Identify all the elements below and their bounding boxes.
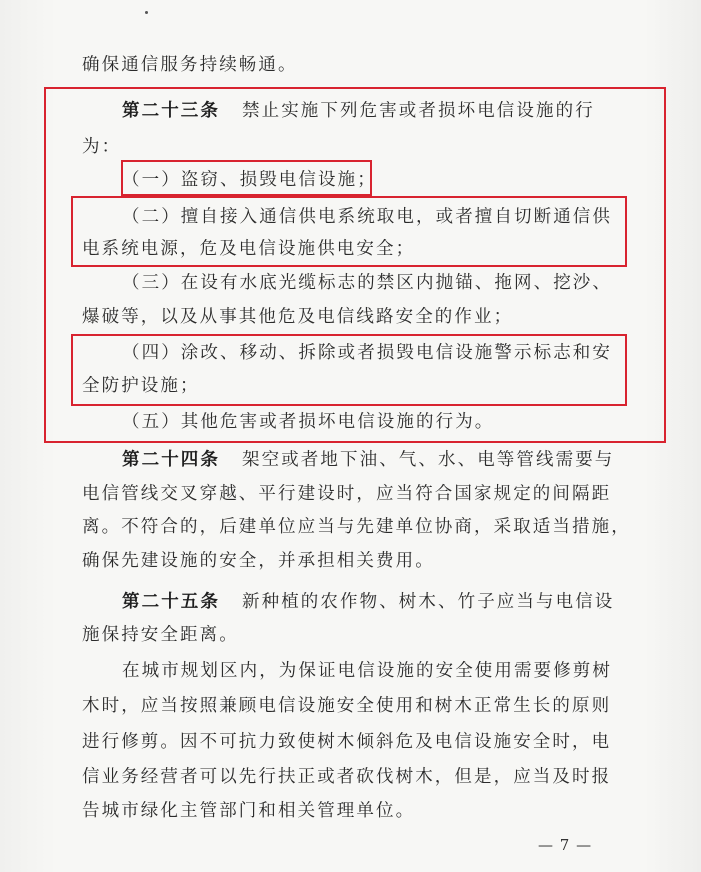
clause-2-line-1: （二）擅自接入通信供电系统取电，或者擅自切断通信供 <box>122 207 612 227</box>
article-24-line <box>122 448 614 472</box>
clause-3-line-2: 爆破等，以及从事其他危及电信线路安全的作业； <box>82 307 514 327</box>
article-23-line <box>122 99 595 123</box>
article-23-heading: 第二十三条 <box>122 101 220 121</box>
clause-4-line-2: 全防护设施； <box>82 376 200 396</box>
article-25-line <box>122 590 614 614</box>
page-number: — 7 — <box>538 836 593 854</box>
text-line: 确保通信服务持续畅通。 <box>82 55 298 75</box>
clause-4-line-1: （四）涂改、移动、拆除或者损毁电信设施警示标志和安 <box>122 343 612 363</box>
clause-5: （五）其他危害或者损坏电信设施的行为。 <box>122 412 495 432</box>
scan-speck <box>145 11 148 14</box>
article-24-heading: 第二十四条 <box>122 450 220 470</box>
article-24-text: 架空或者地下油、气、水、电等管线需要与 <box>242 450 615 470</box>
text-line: 确保先建设施的安全，并承担相关费用。 <box>82 551 435 571</box>
text-line: 离。不符合的，后建单位应当与先建单位协商，采取适当措施， <box>82 517 631 537</box>
clause-2-line-2: 电系统电源，危及电信设施供电安全； <box>82 239 416 259</box>
article-25-text: 新种植的农作物、树木、竹子应当与电信设 <box>242 592 615 612</box>
text-line: 信业务经营者可以先行扶正或者砍伐树木，但是，应当及时报 <box>82 767 612 787</box>
article-25-heading: 第二十五条 <box>122 592 220 612</box>
text-line: 木时，应当按照兼顾电信设施安全使用和树木正常生长的原则 <box>82 696 612 716</box>
text-line: 施保持安全距离。 <box>82 625 239 645</box>
text-line: 在城市规划区内，为保证电信设施的安全使用需要修剪树 <box>122 661 612 681</box>
text-line: 告城市绿化主管部门和相关管理单位。 <box>82 801 416 821</box>
clause-1: （一）盗窃、损毁电信设施； <box>122 170 377 190</box>
text-line: 进行修剪。因不可抗力致使树木倾斜危及电信设施安全时，电 <box>82 732 612 752</box>
text-line: 电信管线交叉穿越、平行建设时，应当符合国家规定的间隔距 <box>82 484 612 504</box>
clause-3-line-1: （三）在设有水底光缆标志的禁区内抛锚、拖网、挖沙、 <box>122 273 612 293</box>
text-line: 为： <box>82 137 122 157</box>
article-23-text: 禁止实施下列危害或者损坏电信设施的行 <box>242 101 595 121</box>
